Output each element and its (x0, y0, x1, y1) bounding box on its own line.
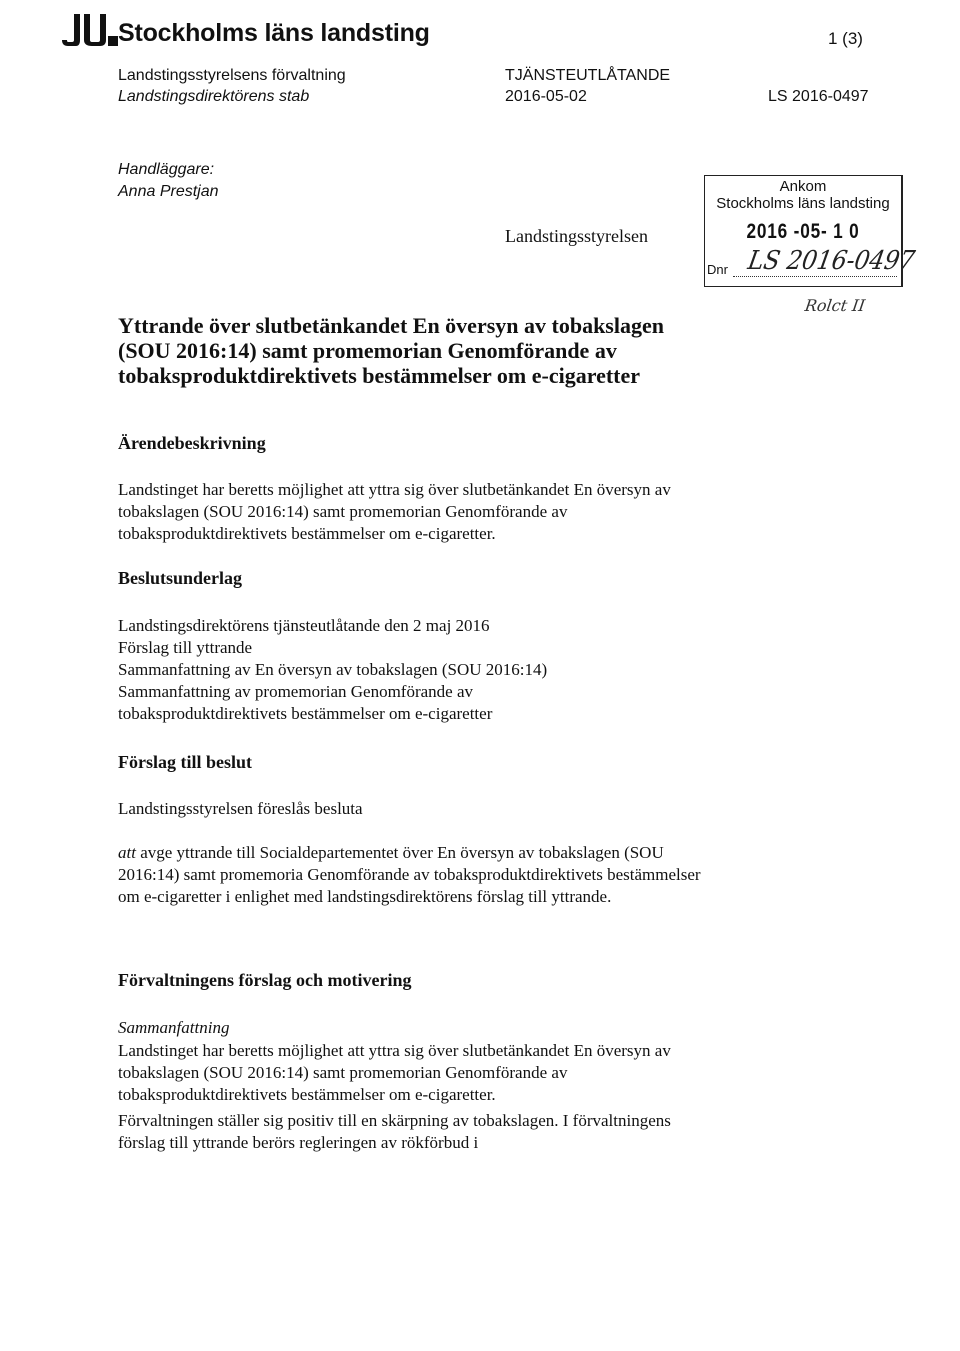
page-number: 1 (3) (828, 29, 863, 48)
stamp-title: Ankom (779, 178, 827, 195)
decision-text: avge yttrande till Socialdepartementet över En översyn av tobakslagen (SOU 2016:14) samt promemoria Genomförande av tobaksproduktdirektivets bestämmelser om e-cigaretter i enlighet med landstingsdirektörens förslag till yttrande. (118, 843, 701, 906)
stamp-dnr-line (733, 276, 897, 277)
document-type: TJÄNSTEUTLÅTANDE (505, 67, 671, 84)
paragraph-arendebeskrivning: Landstinget har beretts möjlighet att yttra sig över slutbetänkandet En översyn av tobakslagen (SOU 2016:14) samt promemorian Genomförande av tobaksproduktdirektivets bestämmelser om e-cigaretter. (118, 480, 671, 543)
sub-department-name: Landstingsdirektörens stab (118, 88, 310, 105)
paragraph-forvaltningen: Förvaltningen ställer sig positiv till en skärpning av tobakslagen. I förvaltningens förslag till yttrande berörs regleringen av rökförbud i (118, 1111, 671, 1152)
subheading-sammanfattning: Sammanfattning (118, 1018, 230, 1037)
list-item: Sammanfattning av promemorian Genomförande av tobaksproduktdirektivets bestämmelser om e-cigaretter (118, 682, 493, 723)
section-heading-beslutsunderlag: Beslutsunderlag (118, 568, 243, 588)
list-item: Förslag till yttrande (118, 638, 253, 657)
stamp-date: 2016 -05- 1 0 (746, 220, 860, 243)
list-item: Landstingsdirektörens tjänsteutlåtande den 2 maj 2016 (118, 616, 490, 635)
section-heading-forvaltningens-forslag: Förvaltningens förslag och motivering (118, 970, 412, 990)
document-date: 2016-05-02 (505, 88, 587, 105)
stamp-organization: Stockholms läns landsting (716, 195, 890, 212)
recipient: Landstingsstyrelsen (505, 226, 648, 246)
handler-name: Anna Prestjan (118, 183, 219, 200)
document-title: Yttrande över slutbetänkandet En översyn av tobakslagen (SOU 2016:14) samt promemorian Genomförande av tobaksproduktdirektivets bestämmelser om e-cigaretter (118, 313, 664, 388)
section-heading-forslag-till-beslut: Förslag till beslut (118, 752, 252, 772)
stamp-dnr-handwritten: LS 2016-0497 (745, 246, 917, 276)
proposal-intro: Landstingsstyrelsen föreslås besluta (118, 799, 363, 818)
stamp-dnr-label: Dnr (707, 262, 728, 277)
list-item: Sammanfattning av En översyn av tobakslagen (SOU 2016:14) (118, 660, 548, 679)
att-word: att (118, 843, 136, 862)
organization-name: Stockholms läns landsting (118, 19, 430, 47)
document-reference: LS 2016-0497 (768, 88, 869, 105)
proposal-decision (118, 842, 708, 908)
received-stamp (704, 175, 917, 287)
paragraph-sammanfattning: Landstinget har beretts möjlighet att yttra sig över slutbetänkandet En översyn av tobakslagen (SOU 2016:14) samt promemorian Genomförande av tobaksproduktdirektivets bestämmelser om e-cigaretter. (118, 1041, 671, 1104)
handwritten-note: Rolct II (803, 296, 867, 315)
handler-label: Handläggare: (118, 161, 215, 178)
section-heading-arendebeskrivning: Ärendebeskrivning (118, 433, 266, 453)
beslutsunderlag-list (118, 615, 718, 725)
department-name: Landstingsstyrelsens förvaltning (118, 67, 346, 84)
sll-logo (58, 10, 118, 50)
